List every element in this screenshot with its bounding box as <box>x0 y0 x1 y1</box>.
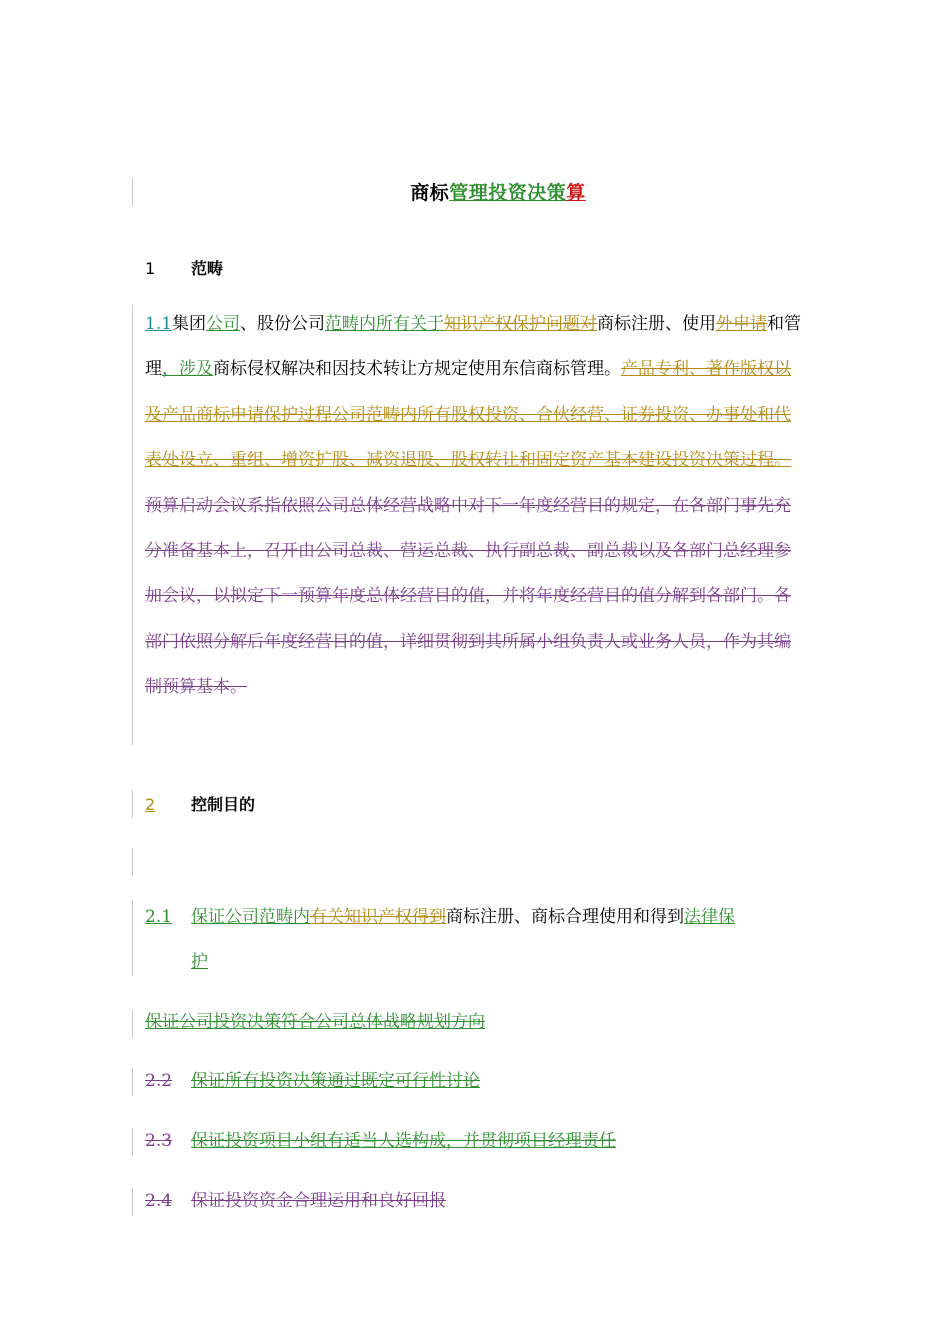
deleted-text: 保证所有投资决策通过既定可行性讨论 <box>191 1071 480 1091</box>
list-item-extra <box>145 1000 815 1045</box>
item-number: 2.1 <box>145 907 173 927</box>
list-item-2-2 <box>145 1059 815 1104</box>
paragraph-1-1 <box>145 302 805 711</box>
deleted-text: 产品专利、著作版权以及产品商标申请保护过程公司范畴内所有股权投资、合伙经营、证券投资、办事处和代表处设立、重组、增资扩股、减资退股、股权转让和固定资产基本建设投资决策过程。 <box>145 359 791 471</box>
section-heading-1 <box>145 256 223 279</box>
item-number: 2.2 <box>145 1071 173 1091</box>
inserted-text: 保证公司范畴内 <box>191 907 310 927</box>
deleted-text: 保证公司投资决策符合公司总体战略规划方向 <box>145 1012 485 1032</box>
deleted-text: 外申请 <box>716 314 768 334</box>
inserted-text: ，涉及 <box>162 359 213 380</box>
deleted-text: 预算启动会议系指依照公司总体经营战略中对下一年度经营目的规定，在各部门事先充分准备基本上，召开由公司总裁、营运总裁、执行副总裁、副总裁以及各部门总经理参加会议，以拟定下一预算年度总体经营目的值，并将年度经营目的值分解到各部门。各部门依照分解后年度经营目的值，详细贯彻到其所属小组负责人或业务人员，作为其编制预算基本。 <box>145 495 791 698</box>
section-number: 1 <box>145 259 156 278</box>
change-bar <box>132 1128 133 1156</box>
list-item-2-3 <box>145 1119 815 1164</box>
deleted-text: 保证投资资金合理运用和良好回报 <box>191 1191 446 1211</box>
text-run: 商标侵权解决和因技术转让方规定使用东信商标管理。 <box>213 359 621 380</box>
inserted-text: 公司 <box>206 314 241 334</box>
title-part-inserted-red: 算 <box>566 182 586 204</box>
change-bar <box>132 305 133 745</box>
change-bar <box>132 1188 133 1216</box>
text-run: 和管理 <box>145 314 802 380</box>
document-title <box>0 178 950 205</box>
change-bar <box>132 1068 133 1096</box>
title-part: 商标 <box>410 182 450 204</box>
paragraph-number: 1.1 <box>145 314 173 334</box>
list-item-2-1 <box>145 895 815 985</box>
section-number: 2 <box>145 795 156 814</box>
item-number: 2.4 <box>145 1191 173 1211</box>
inserted-text: 范畴内所有关于 <box>325 314 445 334</box>
inserted-text: 护 <box>191 952 208 972</box>
deleted-text: 知识产权保护问题对 <box>444 314 598 334</box>
title-part-inserted: 管理投资决策 <box>449 182 567 204</box>
change-bar <box>132 848 133 876</box>
change-bar <box>132 790 133 818</box>
text-run: 集团 <box>172 314 207 334</box>
inserted-text: 法律保 <box>684 907 735 927</box>
change-bar <box>132 1010 133 1038</box>
list-item-2-4 <box>145 1179 815 1224</box>
section-title: 控制目的 <box>191 795 256 814</box>
text-run: 、股份公司 <box>240 314 326 334</box>
deleted-text: 有关知识产权得到 <box>310 907 446 927</box>
text-run: 商标注册、商标合理使用和得到 <box>446 907 684 927</box>
change-bar <box>132 900 133 976</box>
section-heading-2 <box>145 792 255 815</box>
section-title: 范畴 <box>191 259 224 278</box>
text-run: 商标注册、使用 <box>597 314 717 334</box>
item-continuation <box>145 940 815 985</box>
item-number: 2.3 <box>145 1131 173 1151</box>
deleted-text: 保证投资项目小组有适当人选构成，并贯彻项目经理责任 <box>191 1131 616 1151</box>
